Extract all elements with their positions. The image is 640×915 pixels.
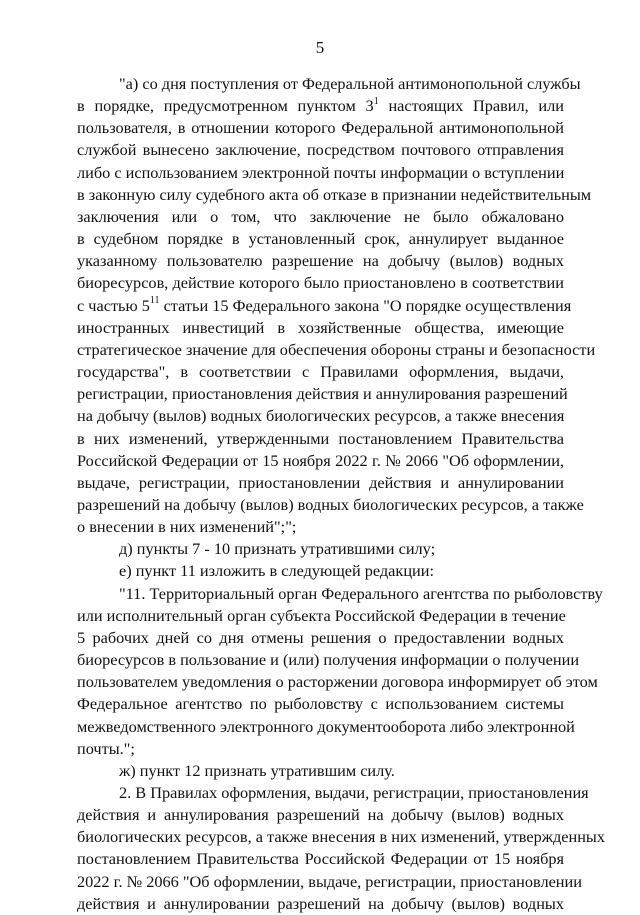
line-text-part: в порядке, предусмотренном пунктом 3 xyxy=(77,96,374,116)
line-text: почты."; xyxy=(77,738,135,758)
text-line xyxy=(77,162,564,184)
text-line xyxy=(77,893,564,915)
line-text: 2. В Правилах оформления, выдачи, регистрации, приостановления xyxy=(119,783,589,802)
line-text: действия и аннулировании разрешений на добычу (вылов) водных xyxy=(77,893,564,913)
line-text: указанному пользователю разрешение на добычу (вылов) водных xyxy=(77,251,564,271)
superscript-number: 11 xyxy=(149,295,160,307)
line-text: или исполнительный орган субъекта Российской Федерации в течение xyxy=(77,605,566,625)
text-line xyxy=(77,649,580,671)
line-text: службой вынесено заключение, посредством почтового отправления xyxy=(77,140,564,160)
text-line xyxy=(77,361,564,383)
text-line xyxy=(77,583,603,605)
text-line xyxy=(77,516,564,538)
line-text: "а) со дня поступления от Федеральной антимонопольной службы xyxy=(119,74,581,93)
line-text: постановлением Правительства Российской Федерации от 15 ноября xyxy=(77,849,564,869)
line-text: выдаче, регистрации, приостановлении действия и аннулировании xyxy=(77,472,564,492)
text-line xyxy=(77,494,584,516)
line-text: межведомственного электронного документооборота либо электронной xyxy=(77,716,575,736)
text-line xyxy=(77,228,564,250)
text-line xyxy=(77,428,564,450)
text-line xyxy=(77,627,564,649)
line-text: биоресурсов, действие которого было приостановлено в соответствии xyxy=(77,273,564,293)
line-text: 2022 г. № 2066 "Об оформлении, выдаче, регистрации, приостановлении xyxy=(77,871,582,891)
line-text-part: настоящих Правил, или xyxy=(378,96,564,116)
text-line xyxy=(77,560,564,582)
text-line xyxy=(77,826,606,848)
text-line xyxy=(77,317,564,339)
line-text: биоресурсов в пользование и (или) получения информации о получении xyxy=(77,650,580,670)
text-line xyxy=(77,272,564,294)
page-number: 5 xyxy=(315,38,325,57)
line-text: пользователем уведомления о расторжении договора информирует об этом xyxy=(77,672,598,692)
line-text: регистрации, приостановления действия и аннулирования разрешений xyxy=(77,384,568,404)
line-text: 5 рабочих дней со дня отмены решения о предоставлении водных xyxy=(77,627,564,647)
line-text: "11. Территориальный орган Федерального агентства по рыболовству xyxy=(119,583,603,603)
text-line xyxy=(77,738,564,760)
line-text-part: с частью 5 xyxy=(77,295,150,315)
text-line xyxy=(77,117,564,139)
line-text: государства", в соответствии с Правилами оформления, выдачи, xyxy=(77,362,564,382)
line-text: ж) пункт 12 признать утратившим силу. xyxy=(119,760,395,780)
text-line xyxy=(77,782,589,804)
text-line xyxy=(77,538,564,560)
text-line xyxy=(77,605,564,627)
text-line xyxy=(77,871,582,893)
text-line xyxy=(77,139,564,161)
line-text: иностранных инвестиций в хозяйственные общества, имеющие xyxy=(77,317,564,337)
text-line xyxy=(77,450,564,472)
line-text: стратегическое значение для обеспечения обороны страны и безопасности xyxy=(77,339,596,359)
line-text: в законную силу судебного акта об отказе в признании недействительным xyxy=(77,184,592,204)
text-line xyxy=(77,184,592,206)
text-line xyxy=(77,693,564,715)
line-text-part: статьи 15 Федерального закона "О порядке осуществления xyxy=(159,295,572,315)
line-text: биологических ресурсов, а также внесения в них изменений, утвержденных xyxy=(77,827,606,847)
line-text: Российской Федерации от 15 ноября 2022 г. № 2066 "Об оформлении, xyxy=(77,450,564,470)
text-line xyxy=(77,206,564,228)
text-line xyxy=(77,95,564,117)
text-line xyxy=(77,405,564,427)
text-line xyxy=(77,383,568,405)
text-line xyxy=(77,671,598,693)
text-line xyxy=(77,804,564,826)
superscript-number: 1 xyxy=(373,95,379,107)
line-text: заключения или о том, что заключение не было обжаловано xyxy=(77,206,564,226)
line-text: в судебном порядке в установленный срок, аннулирует выданное xyxy=(77,229,564,249)
text-line xyxy=(77,848,564,870)
line-text: разрешений на добычу (вылов) водных биологических ресурсов, а также xyxy=(77,494,584,514)
text-line xyxy=(77,716,575,738)
document-body xyxy=(77,73,606,915)
text-line xyxy=(77,472,564,494)
text-line xyxy=(77,760,564,782)
text-line xyxy=(77,339,596,361)
line-text: пользователя, в отношении которого Федеральной антимонопольной xyxy=(77,118,564,138)
line-text: д) пункты 7 - 10 признать утратившими силу; xyxy=(119,539,436,559)
line-text: действия и аннулирования разрешений на добычу (вылов) водных xyxy=(77,805,564,825)
line-text: в них изменений, утвержденными постановлением Правительства xyxy=(77,428,564,448)
text-line xyxy=(77,295,572,317)
line-text: о внесении в них изменений";"; xyxy=(77,517,297,537)
text-line xyxy=(77,73,581,95)
line-text: Федеральное агентство по рыболовству с использованием системы xyxy=(77,694,564,714)
line-text: либо с использованием электронной почты информации о вступлении xyxy=(77,162,565,182)
line-text: на добычу (вылов) водных биологических ресурсов, а также внесения xyxy=(77,406,565,426)
line-text: е) пункт 11 изложить в следующей редакции: xyxy=(119,561,434,581)
text-line xyxy=(77,250,564,272)
